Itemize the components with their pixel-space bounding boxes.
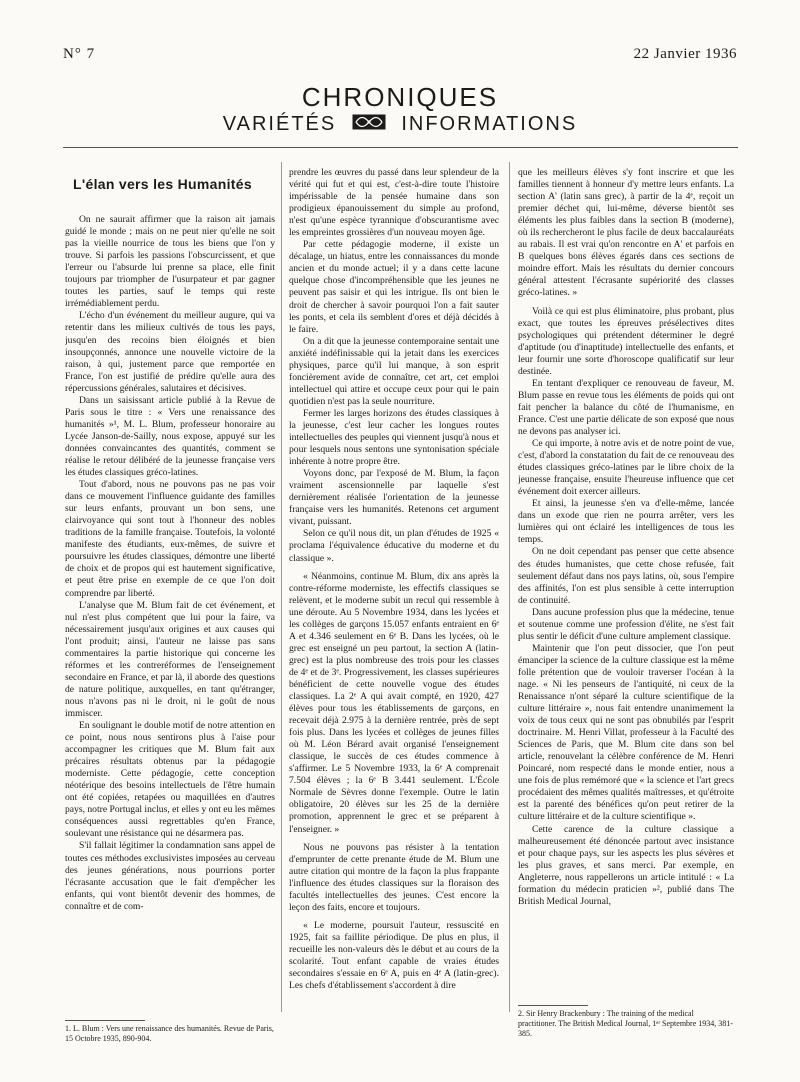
paragraph: Tout d'abord, nous ne pouvons pas ne pas voir dans ce mouvement l'influence guidante des familles sur leurs enfants, prouvant un bon sens, une clairvoyance qui sont tout à l'honneur des nobles traditions de la famille française. Toutefois, la volonté manifeste des étudiants, eux-mêmes, de suivre et poursuivre les études classiques, démontre une liberté de choix et de propos qui est hautement significative, et peut être prise en exemple de ce que l'on doit comprendre par liberté.: [65, 479, 275, 599]
paragraph: Maintenir que l'on peut dissocier, que l'on peut émanciper la science de la culture classique est la même folle prétention que de vouloir traverser l'océan à la nage. « Ni les penseurs de l'antiquité, ni ceux de la Renaissance n'ont séparé la culture scientifique de la culture littéraire », nous fait entendre unanimement la voix de tous ceux qui ne sont pas obnubilés par l'esprit doctrinaire. M. Henri Villat, professeur à la Faculté des Sciences de Paris, que M. Blum cite dans son bel article, renouvelant la célèbre conférence de M. Henri Poincaré, nom respecté dans le monde entier, nous a une fois de plus remémoré que « la science et l'art grecs procédaient des mêmes qualités maîtresses, et qu'étroite est la parenté des bénéfices qu'on peut retirer de la culture littéraire et de la culture scientifique ».: [518, 642, 734, 823]
paragraph: On ne doit cependant pas penser que cette absence des études humanistes, que cette chose refusée, fait seulement défaut dans nos pays latins, où, sous l'empire des affinités, l'on est plus sensible à cette interruption de continuité.: [518, 546, 734, 606]
footnote-1: 1. L. Blum : Vers une renaissance des humanités. Revue de Paris, 15 Octobre 1935, 890-904.: [65, 1024, 274, 1043]
paragraph: Cette carence de la culture classique a malheureusement été dénoncée partout avec insistance et pour chaque pays, sur les aspects les plus sévères et les plus graves, et sans merci. Par exemple, en Angleterre, nous rappellerons un article intitulé : « La formation du médecin praticien »², publié dans The British Medical Journal,: [518, 823, 734, 907]
quote-paragraph: « Le moderne, poursuit l'auteur, ressuscité en 1925, fait sa faillite périodique. De plus en plus, il recueille les non-valeurs dès le début et au cours de la scolarité. Tout enfant capable de vraies études secondaires s'essaie en 6ᵉ A, puis en 4ᵉ A (latin-grec). Les chefs d'établissement s'accordent à dire: [289, 919, 499, 992]
paragraph: Voyons donc, par l'exposé de M. Blum, la façon vraiment ascensionnelle par laquelle s'est dernièrement réalisée l'orientation de la jeunesse française vers les humanités. Retenons cet argument vivant, puissant.: [289, 468, 499, 528]
column-divider: [281, 162, 282, 1012]
column-1: [65, 152, 275, 1004]
paragraph: En tentant d'expliquer ce renouveau de faveur, M. Blum passe en revue tous les éléments de poids qui ont fait pencher la balance du côté de l'humanisme, en France. C'est une partie délicate de son exposé que nous ne devons pas analyser ici.: [518, 377, 734, 437]
footnote-2: 2. Sir Henry Brackenbury : The training of the medical practitioner. The British Medical Journal, 1ᵉʳ Septembre 1934, 381-385.: [518, 1009, 733, 1038]
masthead-left: VARIÉTÉS: [222, 113, 337, 135]
quote-paragraph: « Néanmoins, continue M. Blum, dix ans après la contre-réforme moderniste, les effectifs classiques se relèvent, et le moderne subit un recul qui ressemble à une déroute. Au 5 Novembre 1934, dans les lycées et les collèges de garçons 15.057 enfants entraient en 6ᵉ A et 4.346 seulement en 6ᵉ B. Dans les lycées, où le grec est enseigné un peu partout, la section A (latin-grec) est la plus nombreuse des trois pour les classes de 4ᵉ et de 3ᵉ. Progressivement, les classes supérieures bénéficient de cette nouvelle vogue des études classiques. La 2ᵉ A qui avait compté, en 1920, 427 élèves pour tous les établissements de garçons, en recevait déjà 2.975 à la dernière rentrée, près de sept fois plus. Dans les lycées et collèges de jeunes filles où M. Léon Bérard avait organisé l'enseignement classique, le succès de ces études commence à s'affirmer. Le 5 Novembre 1933, la 6ᵉ A comprenait 7.504 élèves ; la 6ᵉ B 3.441 seulement. L'École Normale de Sèvres donne l'exemple. Outre le latin obligatoire, 20 élèves sur les 25 de la dernière promotion, apprennent le grec et se préparent à l'enseigner. »: [289, 570, 499, 835]
paragraph: Voilà ce qui est plus éliminatoire, plus probant, plus exact, que toutes les épreuves présélectives dites psychologiques qui prétendent déterminer le degré d'aptitude (ou d'inaptitude) intellectuelle des enfants, et leur fournir une sorte d'horoscope qualificatif sur leur destinée.: [518, 305, 734, 377]
paragraph: Et ainsi, la jeunesse s'en va d'elle-même, lancée dans un exode que rien ne pourra arrêter, vers les lumières qui ont éclairé les intelligences de tous les temps.: [518, 498, 734, 546]
paragraph: que les meilleurs élèves s'y font inscrire et que les familles tiennent à honneur d'y mettre leurs enfants. La section A' (latin sans grec), à partir de la 4ᵉ, reçoit un premier déchet qui, lui-même, déverse bientôt ses éléments les plus faibles dans la section B (moderne), où ils rechercheront le plus facile de deux baccalauréats au rabais. Il est vrai qu'on rencontre en A' et parfois en B quelques bons élèves égarés dans ces sections de moindre effort. Mais les résultats du dernier concours général attestent l'écrasante supériorité des classes gréco-latines. »: [518, 167, 734, 299]
paragraph: Dans un saisissant article publié à la Revue de Paris sous le titre : « Vers une renaissance des humanités »¹, M. L. Blum, professeur honoraire au Lycée Janson-de-Sailly, nous expose, appuyé sur les données convaincantes des quantités, comment se réalise le retour délibéré de la jeunesse française vers les études classiques gréco-latines.: [65, 394, 275, 479]
paragraph: Dans aucune profession plus que la médecine, tenue et soutenue comme une profession d'élite, ne s'est fait plus sentir le déficit d'une culture amplement classique.: [518, 606, 734, 642]
article-title: L'élan vers les Humanités: [73, 176, 252, 192]
paragraph: En soulignant le double motif de notre attention en ce point, nous nous sentirons plus à l'aise pour accompagner les critiques que M. Blum fait aux précaires résultats obtenus par la pédagogie moderniste. Cette pédagogie, cette conception néotérique des besoins intellectuels de l'être humain ont été copiées, retapées ou maquillées en d'autres pays, notre Portugal inclus, et elles y ont eu les mêmes conséquences aussi regrettables qu'en France, soulevant une résistance qui ne désarmera pas.: [65, 720, 275, 840]
paragraph: Selon ce qu'il nous dit, un plan d'études de 1925 « proclama l'équivalence éducative du moderne et du classique ».: [289, 528, 499, 564]
paragraph: L'analyse que M. Blum fait de cet événement, et nul n'est plus compétent que lui pour la faire, va nécessairement jusqu'aux origines et aux causes qui l'ont produit; ainsi, l'auteur ne laisse pas sans commentaires la partie historique qui concerne les réformes et les contreréformes de l'enseignement secondaire en France, et par là, il aborde des questions de nature politique, auxquelles, en tant qu'étranger, nous n'avons pas ni le droit, ni le goût de nous immiscer.: [65, 599, 275, 719]
paragraph: prendre les œuvres du passé dans leur splendeur de la vérité qui fut et qui est, c'est-à-dire toute l'histoire impérissable de la pensée humaine dans son prodigieux épanouissement du simple au profond, n'est qu'une espèce tyrannique d'obscurantisme avec les empreintes grossières d'un nouveau moyen âge.: [289, 167, 499, 239]
masthead-title: CHRONIQUES: [301, 82, 499, 112]
footnote-rule: [65, 1020, 145, 1021]
column-2: [289, 167, 499, 1019]
paragraph: L'écho d'un événement du meilleur augure, qui va retentir dans les milieux cultivés de tous les pays, jusqu'en des recoins bien éloignés et bien insoupçonnés, annonce une nouvelle victoire de la raison, à qui, justement parce que remportée en France, l'on est justifié de prédire qu'elle aura des répercussions générales, salutaires et décisives.: [65, 310, 275, 394]
paragraph: Ce qui importe, à notre avis et de notre point de vue, c'est, d'abord la constatation du fait de ce renouveau des études classiques gréco-latines par le libre choix de la jeunesse française, ensuite l'heureuse influence que cet événement doit exercer ailleurs.: [518, 438, 734, 498]
paragraph: S'il fallait légitimer la condamnation sans appel de toutes ces méthodes exclusivistes imposées au cerveau des jeunes générations, nous pourrions porter l'écrasante accusation que le fait d'empêcher les enfants, qui vont bientôt devenir des hommes, de connaître et de com-: [65, 840, 275, 912]
paragraph: Fermer les larges horizons des études classiques à la jeunesse, c'est leur cacher les longues routes intellectuelles des peuples qui viennent jusqu'à nous et pour lesquels nous sentons une syntonisation spéciale inhérente à notre propre être.: [289, 407, 499, 468]
paragraph: On ne saurait affirmer que la raison ait jamais guidé le monde ; mais on ne peut nier qu'elle ne soit pas la vieille nourrice de tous les biens que l'on y trouve. Si parfois les passions l'obscurcissent, et que l'erreur ou l'absurde lui prenne sa place, elle finit toujours par triompher de l'usurpateur et par gagner toutes les parties, sauf le temps qui reste irrémédiablement perdu.: [65, 214, 275, 310]
masthead-subtitle: [0, 113, 800, 136]
column-divider: [509, 162, 510, 1012]
header-rule: [63, 147, 738, 148]
masthead-right: INFORMATIONS: [401, 113, 578, 135]
column-3: [518, 167, 734, 1019]
issue-number: N° 7: [63, 46, 96, 62]
issue-date: 22 Janvier 1936: [633, 46, 737, 62]
paragraph: Nous ne pouvons pas résister à la tentation d'emprunter de cette prenante étude de M. Blum une autre citation qui montre de la façon la plus frappante l'influence des études classiques sur la floraison des facultés intellectuelles des jeunes. C'est encore la leçon des faits, encore et toujours.: [289, 841, 499, 913]
paragraph: Par cette pédagogie moderne, il existe un décalage, un hiatus, entre les connaissances du monde ancien et du monde actuel; il y a dans cette lacune quelque chose d'incompréhensible que les jeunes ne peuvent pas saisir et qui les intrigue. Ils ont bien le droit de chercher à savoir pourquoi l'on a fait sauter les ponts, et cela ils semblent d'ores et déjà décidés à le faire.: [289, 239, 499, 335]
footnote-rule: [518, 1005, 588, 1006]
paragraph: On a dit que la jeunesse contemporaine sentait une anxiété indéfinissable qui la jetait dans les exercices physiques, parce qu'il lui manque, à son esprit foncièrement avide de connaître, cet art, cet emploi intellectuel qui attire et occupe ceux pour qui le pain quotidien n'est pas la seule nourriture.: [289, 335, 499, 407]
ornament-icon: [352, 113, 386, 136]
